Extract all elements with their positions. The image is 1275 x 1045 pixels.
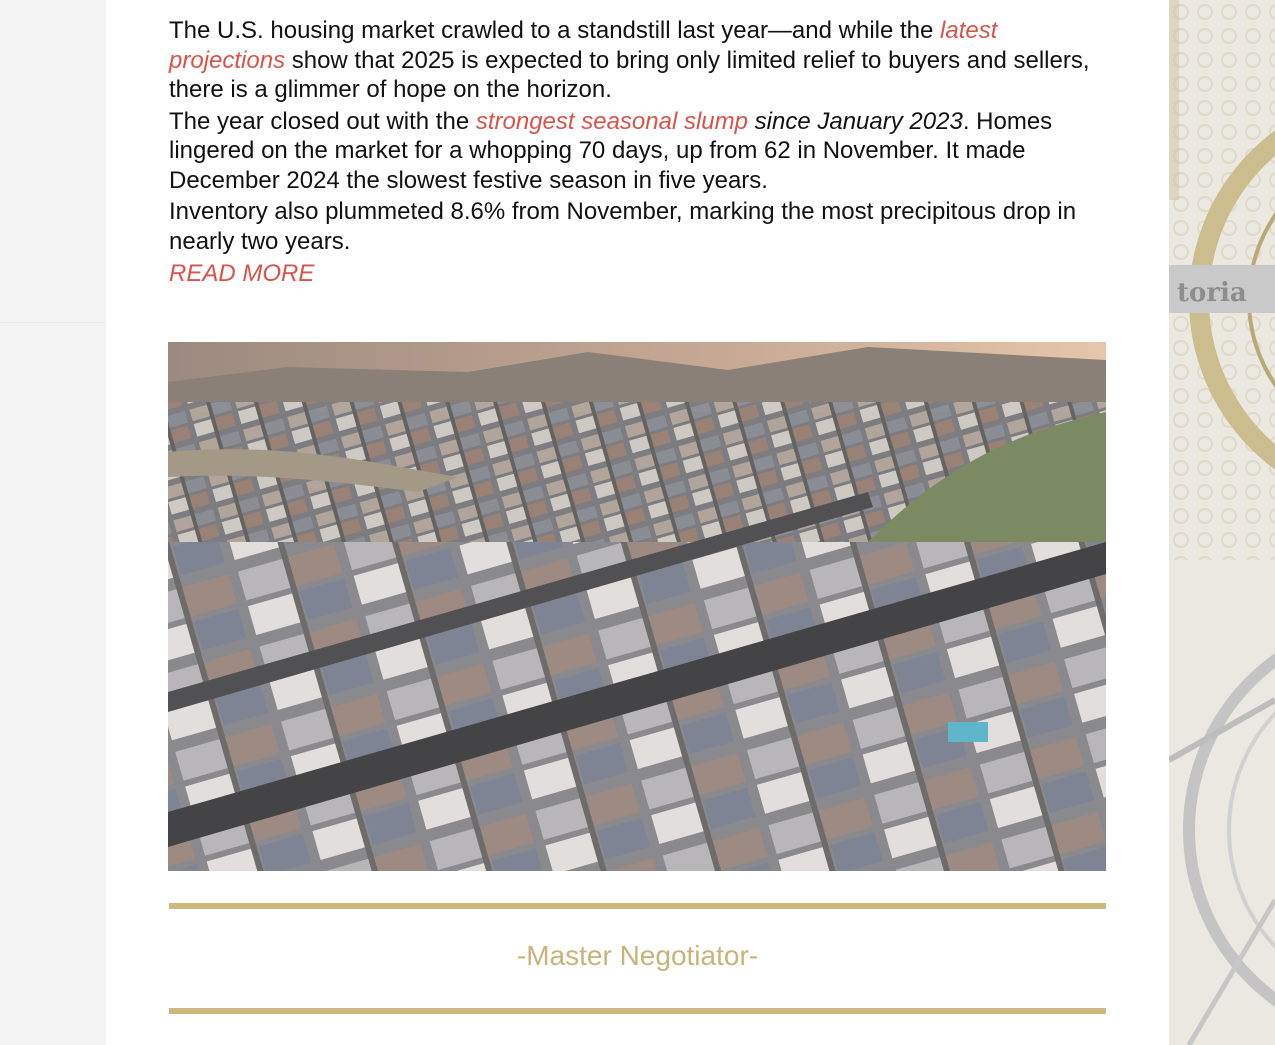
article-paragraph-3: Inventory also plummeted 8.6% from November, marking the most precipitous drop in nearly two years. [169, 198, 1077, 255]
article-body [169, 16, 1099, 289]
article-paragraph-2: The year closed out with the strongest seasonal slump since January 2023. Homes lingered on the market for a whopping 70 days, up from 62 in November. It made December 2024 the slowest festive season in five years. [169, 107, 1053, 194]
article-paragraph-1: The U.S. housing market crawled to a standstill last year—and while the latest projections show that 2025 is expected to bring only limited relief to buyers and sellers, there is a glimmer of hope on the horizon. [169, 17, 1090, 103]
strongest-seasonal-slump-link[interactable]: strongest seasonal slump [475, 107, 748, 135]
svg-text:toria: toria [1177, 278, 1247, 308]
left-background [0, 0, 106, 1045]
gold-divider-top [169, 903, 1106, 909]
decorative-clock-background [1169, 0, 1275, 1045]
latest-projections-link[interactable]: latest projections [169, 17, 998, 74]
read-more-link[interactable]: READ MORE [169, 260, 315, 287]
newsletter-content [106, 0, 1169, 1045]
aerial-housing-photo [168, 342, 1106, 871]
tagline: -Master Negotiator- [516, 940, 759, 971]
clock-ornament-icon [1169, 0, 1275, 1045]
gold-divider-bottom [169, 1008, 1106, 1014]
